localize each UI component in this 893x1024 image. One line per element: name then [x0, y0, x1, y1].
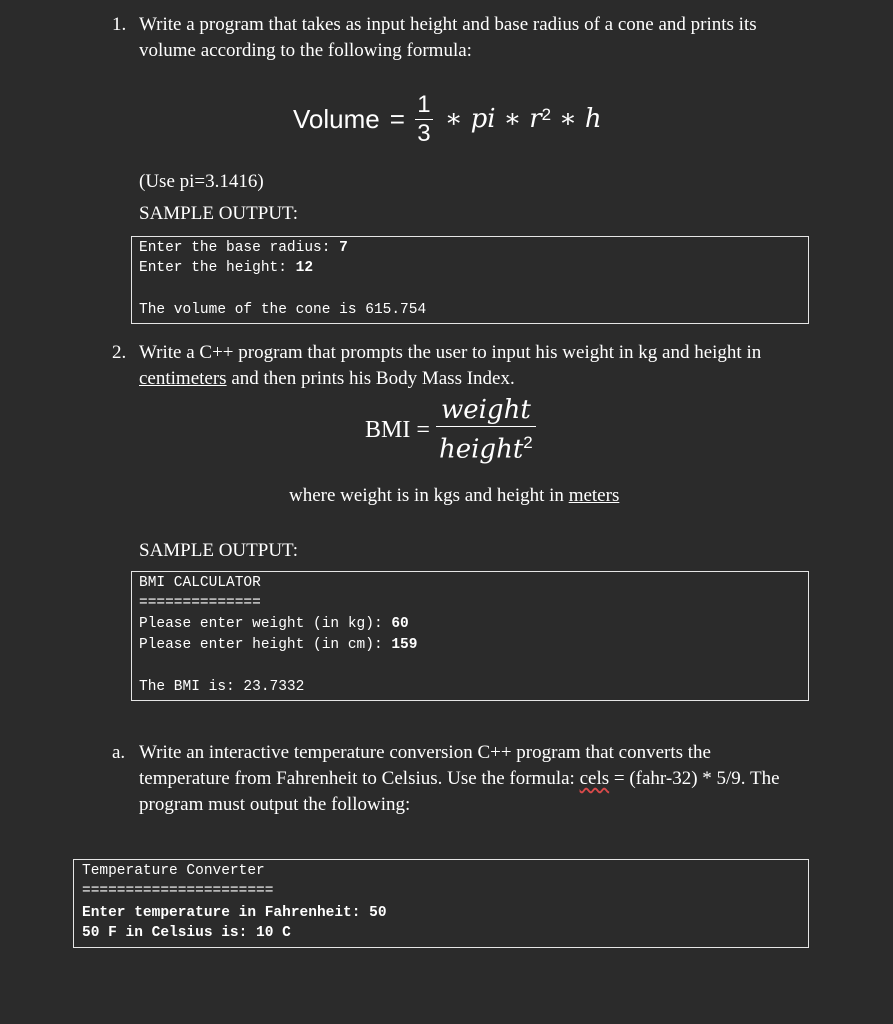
qa-line2-start: temperature from Fahrenheit to Celsius. Use the formula: — [139, 768, 580, 789]
bmi-fraction — [436, 394, 536, 466]
op-times-3: ∗ — [559, 104, 577, 134]
fraction-numerator: 1 — [417, 90, 431, 118]
q1-line2: volume according to the following formula: — [139, 40, 472, 61]
qa-console-rule: ====================== — [82, 883, 274, 899]
qa-line2-end: = (fahr-32) * 5/9. The — [609, 768, 780, 789]
volume-formula — [293, 84, 602, 154]
height-symbol: h — [584, 104, 602, 134]
q1-note: (Use pi=3.1416) — [139, 171, 264, 192]
q1-line1: Write a program that takes as input height and base radius of a cone and prints its — [139, 14, 757, 35]
console-input: 12 — [295, 260, 314, 276]
console-input: 7 — [339, 240, 348, 256]
qa-line3: program must output the following: — [139, 794, 411, 815]
volume-fraction — [415, 91, 433, 148]
qa-console — [73, 859, 809, 948]
console-input: 159 — [391, 637, 418, 653]
pi-symbol: pi — [470, 104, 496, 134]
bmi-formula — [365, 392, 536, 468]
q2-console-line2 — [139, 635, 417, 656]
q2-line2-rest: and then prints his Body Mass Index. — [226, 368, 515, 389]
qa-console-title: Temperature Converter — [82, 863, 265, 879]
op-times-1: ∗ — [444, 104, 463, 134]
q2-console-title: BMI CALCULATOR — [139, 575, 261, 591]
q2-console-rule: ============== — [139, 595, 261, 611]
q2-console-line1 — [139, 614, 409, 635]
bmi-numerator: weight — [440, 395, 531, 426]
q2-console — [131, 571, 809, 701]
qa-line2 — [139, 766, 859, 792]
bmi-exponent: 2 — [523, 433, 533, 453]
radius-symbol: r — [529, 104, 542, 134]
q1-console-line2 — [139, 258, 313, 279]
q1-number: 1. — [112, 14, 127, 35]
bmi-lhs: BMI = — [365, 417, 430, 443]
q2-centimeters: centimeters — [139, 368, 227, 389]
qa-number: a. — [112, 742, 126, 763]
q2-console-line3: The BMI is: 23.7332 — [139, 679, 305, 695]
q2-line2 — [139, 366, 859, 392]
qa-line1: Write an interactive temperature conversion C++ program that converts the — [139, 742, 711, 763]
fraction-denominator: 3 — [417, 119, 431, 147]
q2-sample-label: SAMPLE OUTPUT: — [139, 540, 298, 561]
q1-console-line1 — [139, 238, 348, 259]
volume-eq: = — [389, 103, 405, 134]
q1-console — [131, 236, 809, 324]
qa-text — [139, 740, 859, 818]
qa-console-line1: Enter temperature in Fahrenheit: 50 — [82, 905, 387, 921]
qa-console-line2: 50 F in Celsius is: 10 C — [82, 925, 291, 941]
where-text: where weight is in kgs and height in — [289, 485, 569, 506]
console-prompt: Please enter weight (in kg): — [139, 616, 392, 632]
q1-console-line3: The volume of the cone is 615.754 — [139, 302, 427, 318]
bmi-denominator — [439, 427, 533, 466]
console-prompt: Please enter height (in cm): — [139, 637, 392, 653]
volume-lhs: Volume — [293, 103, 380, 134]
console-prompt: Enter the height: — [139, 260, 296, 276]
radius-exponent: 2 — [541, 105, 552, 124]
bmi-height: height — [438, 434, 524, 465]
console-prompt: Enter the base radius: — [139, 240, 340, 256]
q2-text — [139, 340, 859, 392]
op-times-2: ∗ — [503, 104, 522, 134]
qa-cels: cels — [579, 768, 610, 789]
q1-sample-label: SAMPLE OUTPUT: — [139, 203, 298, 224]
q2-number: 2. — [112, 342, 127, 363]
q2-where — [289, 483, 619, 509]
q1-text — [139, 12, 859, 64]
console-input: 60 — [391, 616, 409, 632]
where-meters: meters — [568, 485, 620, 506]
q2-line1: Write a C++ program that prompts the user to input his weight in kg and height in — [139, 342, 762, 363]
